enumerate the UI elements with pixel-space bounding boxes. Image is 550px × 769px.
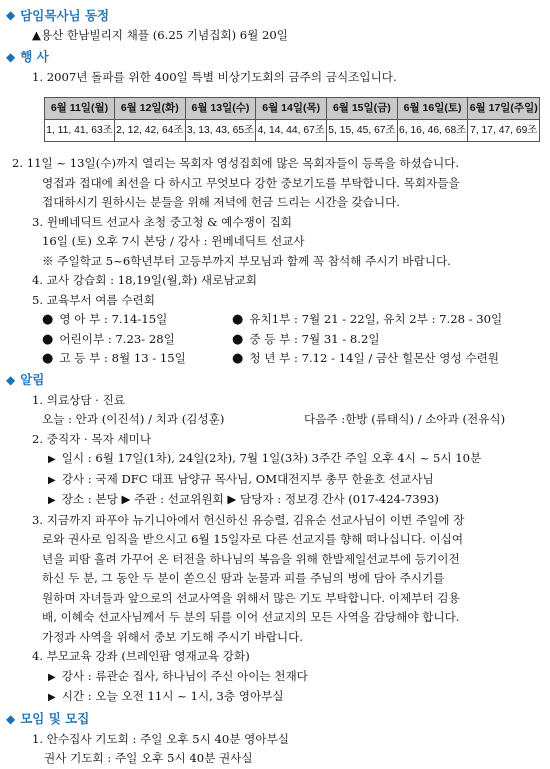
notices-item-3-line: 배, 이혜숙 선교사님께서 두 분의 뒤를 이어 선교지의 모든 사역을 감당해야 합니다. (42, 610, 460, 624)
clinic-next-week: 다음주 :한방 (류태식) / 소아과 (전유식) (304, 412, 506, 426)
table-cell: 7, 17, 47, 69조 (468, 120, 540, 142)
notices-item-3-line: 로와 권사로 임직을 받으시고 6월 15일자로 다른 선교지를 향해 떠나십니다. 이십여 (42, 532, 464, 546)
notices-item-3-line: 원하며 자녀들과 앞으로의 선교사역을 위해서 많은 기도 부탁합니다. 이제부터 김용 (42, 590, 460, 605)
table-header-cell: 6월 13일(수) (185, 98, 256, 120)
table-cell: 1, 11, 41, 63조 (45, 120, 115, 142)
events-item-3-line: ※ 주일학교 5~6학년부터 고등부까지 부모님과 함께 꼭 참석해 주시기 바랍니다. (42, 253, 451, 268)
events-item-2-line: 영접과 접대에 최선을 다 하시고 무엇보다 강한 중보기도를 부탁합니다. 목회자들을 (42, 175, 460, 190)
section-title: 알림 (20, 372, 45, 388)
arrow-right-icon: ▶ (48, 671, 56, 683)
notices-item-4: 4. 부모교육 강좌 (브레인팜 영재교육 강화) (32, 649, 250, 663)
notices-item-2-detail (6, 470, 544, 491)
events-item-3-line: 3. 윈베네딕트 선교사 초청 중고청 & 예수쟁이 집회 (32, 214, 292, 229)
table-cell: 6, 16, 46, 68조 (397, 120, 468, 142)
diamond-icon: ◆ (6, 49, 16, 64)
gatherings-item-1: 1. 안수집사 기도회 : 주일 오후 5시 40분 영아부실 (32, 731, 289, 746)
events-item-2-line: 2. 11일 ~ 13일(수)까지 열리는 목회자 영성집회에 많은 목회자들이 등록을 하셨습니다. (12, 156, 460, 170)
pastor-item: ▲용산 한남빌리지 채플 (6.25 기념집회) 6월 20일 (32, 28, 289, 42)
notices-item-4-detail (6, 687, 544, 708)
bullet-icon: ● (42, 331, 54, 347)
section-title: 행 사 (20, 49, 49, 65)
arrow-right-icon: ▶ (48, 454, 56, 465)
table-cell: 3, 13, 43, 65조 (185, 120, 256, 142)
clinic-today: 오늘 : 안과 (이진석) / 치과 (김성훈) (42, 412, 225, 426)
section-header-events (6, 48, 544, 68)
events-item-2-line: 접대하시기 원하시는 분들을 위해 저녁에 헌금 드리는 시간을 갖습니다. (42, 195, 400, 209)
table-header-cell: 6월 15일(금) (327, 98, 398, 120)
lecture-detail: 강사 : 류관순 집사, 하나님이 주신 아이는 천재다 (61, 668, 308, 683)
bullet-icon: ● (42, 312, 54, 327)
notices-item-2-detail (6, 449, 544, 470)
notices-item-3-line: 하신 두 분, 그 동안 두 분이 쏟으신 땀과 눈물과 피를 주님의 벙에 담아 주시기를 (42, 571, 445, 585)
retreat-item: 영 아 부 : 7.14-15일 (59, 312, 168, 326)
section-header-gatherings (6, 710, 544, 730)
table-row (45, 120, 540, 142)
section-header-notices (6, 371, 544, 391)
retreat-item: 청 년 부 : 7.12 - 14일 / 금산 힐몬산 영성 수련원 (249, 351, 499, 365)
section-title: 모임 및 모집 (20, 711, 90, 727)
notices-item-2: 2. 중직자 · 목자 세미나 (32, 431, 152, 446)
fasting-schedule-table (44, 97, 540, 142)
table-header-cell: 6월 11일(월) (45, 98, 115, 120)
retreat-item: 어린이부 : 7.23- 28일 (59, 331, 175, 346)
notices-item-1: 1. 의료상담 · 진료 (32, 392, 126, 407)
arrow-right-icon: ▶ (48, 495, 56, 506)
diamond-icon: ◆ (6, 8, 16, 23)
events-item-4: 4. 교사 강습회 : 18,19일(월,화) 새로남교회 (32, 273, 257, 287)
table-header-cell: 6월 16일(토) (397, 98, 468, 120)
events-item-3-line: 16일 (토) 오후 7시 본당 / 강사 : 윈베네딕트 선교사 (42, 234, 305, 248)
retreat-item: 고 등 부 : 8월 13 - 15일 (59, 351, 186, 365)
retreat-row (6, 310, 544, 330)
retreat-row (6, 349, 544, 369)
table-header-cell: 6월 12일(화) (114, 98, 185, 120)
table-header-cell: 6월 14일(목) (256, 98, 327, 120)
section-header-pastor (6, 6, 544, 26)
table-cell: 5, 15, 45, 67조 (327, 120, 398, 142)
events-item-1: 1. 2007년 돌파를 위한 400일 특별 비상기도회의 금주의 금식조입니다. (32, 69, 397, 84)
bullet-icon: ● (42, 351, 54, 366)
bullet-icon: ● (232, 331, 244, 347)
retreat-item: 중 등 부 : 7월 31 - 8.2일 (249, 331, 380, 346)
arrow-right-icon: ▶ (48, 474, 56, 486)
notices-item-3-line: 3. 지금까지 파푸아 뉴기니아에서 헌신하신 유승렬, 김유순 선교사님이 이번 주일에 장 (32, 512, 465, 527)
gatherings-item-1b: 권사 기도회 : 주일 오후 5시 40분 권사실 (44, 751, 253, 765)
notices-item-4-detail (6, 667, 544, 688)
retreat-item: 유치1부 : 7월 21 - 22일, 유치 2부 : 7.28 - 30일 (249, 312, 503, 326)
arrow-right-icon: ▶ (48, 692, 56, 703)
events-item-5: 5. 교육부서 여름 수련회 (32, 292, 155, 307)
table-header-cell: 6월 17일(주일) (468, 98, 540, 120)
seminar-detail: 일시 : 6월 17일(1차), 24일(2차), 7월 1일(3차) 3주간 주일 오후 4시 ~ 5시 10분 (61, 451, 482, 465)
notices-item-3-line: 가정과 사역을 위해서 중보 기도해 주시기 바랍니다. (42, 629, 303, 644)
lecture-detail: 시간 : 오늘 오전 11시 ~ 1시, 3층 영아부실 (61, 689, 284, 703)
notices-item-3-line: 년을 피땀 흘려 가꾸어 온 터전을 하나님의 복음을 위해 한발제일선교부에 등기이전 (42, 551, 460, 566)
bullet-icon: ● (232, 351, 244, 366)
diamond-icon: ◆ (6, 372, 16, 387)
seminar-detail: 장소 : 본당 ▶ 주관 : 선교위원회 ▶ 담당자 : 정보경 간사 (017-424-7393) (61, 492, 439, 506)
table-cell: 4, 14, 44, 67조 (256, 120, 327, 142)
bullet-icon: ● (232, 312, 244, 327)
table-header-row (45, 98, 540, 120)
notices-item-1-detail (6, 410, 544, 430)
retreat-row (6, 330, 544, 350)
section-title: 담임목사님 동정 (20, 7, 110, 23)
seminar-detail: 강사 : 국제 DFC 대표 남양규 목사님, OM대전지부 총무 한윤호 선교사님 (61, 471, 434, 486)
table-cell: 2, 12, 42, 64조 (114, 120, 185, 142)
notices-item-2-detail (6, 490, 544, 511)
diamond-icon: ◆ (6, 711, 16, 726)
